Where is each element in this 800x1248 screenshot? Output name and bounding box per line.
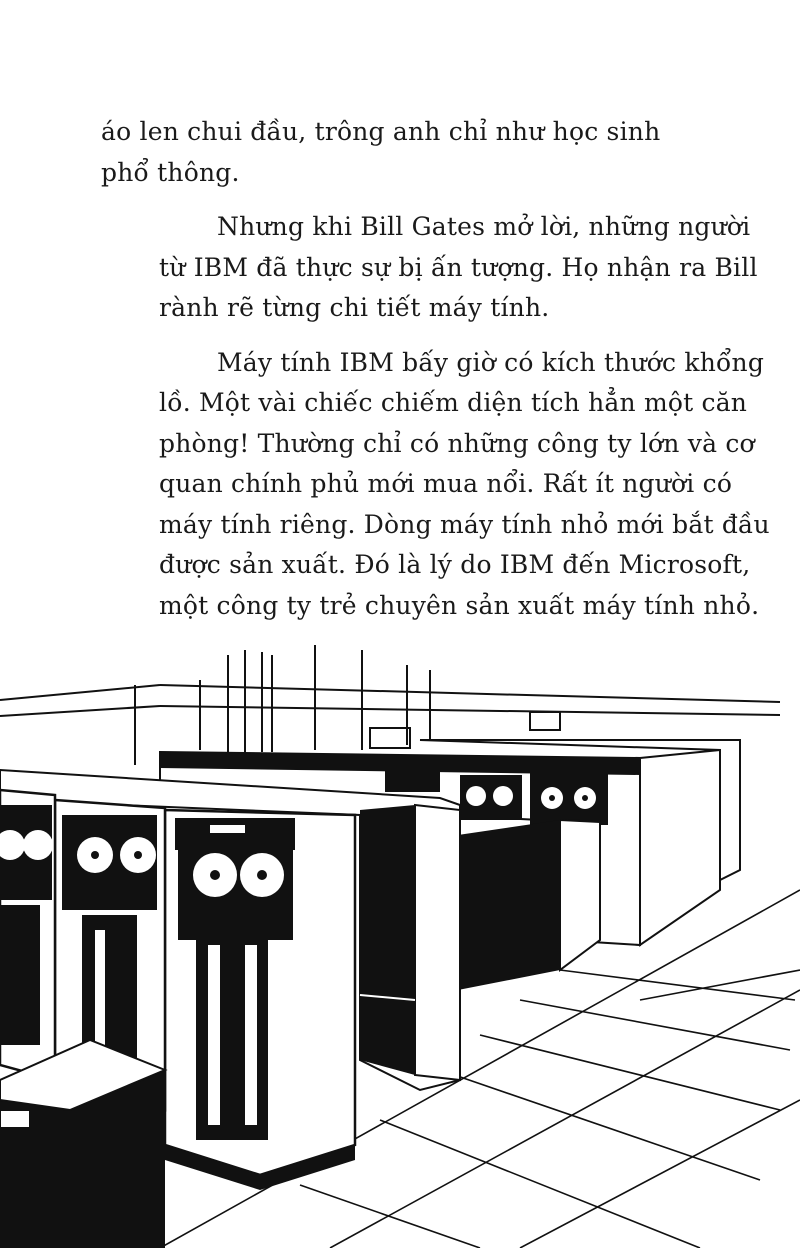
text-line: lồ. Một vài chiếc chiếm diện tích hẳn một căn — [159, 388, 748, 417]
text-line: được sản xuất. Đó là lý do IBM đến Microsoft, — [159, 550, 751, 579]
text-line: Máy tính IBM bấy giờ có kích thước khổng — [217, 347, 765, 377]
text-line: Nhưng khi Bill Gates mở lời, những người — [217, 212, 751, 241]
text-line: phòng! Thường chỉ có những công ty lớn và cơ — [159, 428, 755, 458]
text-line: quan chính phủ mới mua nổi. Rất ít người có — [159, 469, 733, 498]
paragraph-3 — [101, 343, 770, 627]
paragraph-2 — [101, 207, 758, 329]
body-text — [101, 112, 770, 626]
text-line: phổ thông. — [101, 157, 240, 187]
text-line: rành rẽ từng chi tiết máy tính. — [159, 293, 550, 322]
text-line: máy tính riêng. Dòng máy tính nhỏ mới bắt đầu — [159, 509, 770, 539]
foreground-console — [0, 1040, 165, 1248]
front-tape-drive-3 — [0, 790, 55, 1080]
front-tape-drive-1 — [165, 810, 355, 1190]
paragraph-1 — [101, 112, 705, 193]
computer-room-illustration — [0, 640, 800, 1248]
text-line: từ IBM đã thực sự bị ấn tượng. Họ nhận ra Bill — [159, 252, 758, 282]
text-line: một công ty trẻ chuyên sản xuất máy tính nhỏ. — [159, 590, 760, 620]
text-line: áo len chui đầu, trông anh chỉ như học sinh — [101, 117, 661, 146]
